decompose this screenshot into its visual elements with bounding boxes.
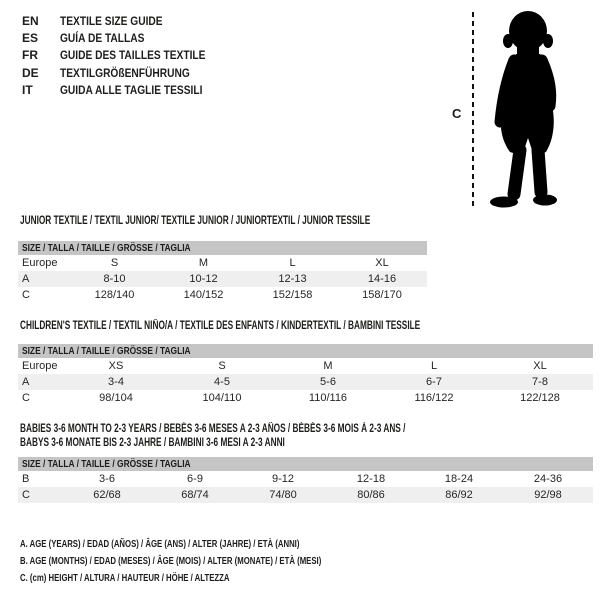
language-code: ES [22, 31, 39, 46]
children-table-section [18, 344, 593, 406]
table-cell: 7-8 [532, 376, 548, 388]
table-row [18, 390, 593, 406]
language-code: IT [22, 83, 33, 98]
children-section-title: CHILDREN'S TEXTILE / TEXTIL NIÑO/A / TEXTILE DES ENFANTS / KINDERTEXTIL / BAMBINI TESSILE [20, 320, 421, 332]
language-code: FR [22, 48, 38, 63]
table-cell: 62/68 [93, 489, 121, 501]
table-cell: M [323, 360, 333, 372]
table-cell: 6-7 [426, 376, 442, 388]
footnotes [20, 536, 427, 586]
table-cell: 80/86 [357, 489, 385, 501]
row-label: A [22, 376, 30, 388]
size-band-label: SIZE / TALLA / TAILLE / GRÖSSE / TAGLIA [22, 242, 191, 254]
babies-section-title [20, 423, 405, 450]
table-row [18, 358, 593, 374]
table-cell: 14-16 [367, 273, 397, 285]
table-row [18, 271, 427, 287]
table-cell: 122/128 [520, 392, 560, 404]
language-row [22, 82, 231, 99]
table-cell: 98/104 [99, 392, 133, 404]
size-band [18, 457, 593, 471]
junior-size-table [18, 255, 427, 303]
language-title: TEXTILE SIZE GUIDE [60, 13, 163, 28]
language-row [22, 47, 231, 64]
table-cell: S [218, 360, 226, 372]
table-cell: 104/110 [202, 392, 242, 404]
table-cell: 140/152 [183, 289, 224, 301]
table-cell: 3-4 [108, 376, 124, 388]
babies-title-line1: BABIES 3-6 MONTH TO 2-3 YEARS / BEBÉS 3-6 MESES A 2-3 AÑOS / BÉBÉS 3-6 MOIS À 2-3 ANS / [20, 423, 406, 435]
table-cell: 128/140 [94, 289, 135, 301]
size-band-label: SIZE / TALLA / TAILLE / GRÖSSE / TAGLIA [22, 458, 191, 470]
junior-table-section [18, 241, 427, 303]
language-title: GUÍA DE TALLAS [60, 31, 145, 46]
table-cell: 5-6 [320, 376, 336, 388]
table-cell: 152/158 [272, 289, 313, 301]
language-row [22, 12, 231, 29]
table-row [18, 471, 593, 487]
size-band [18, 241, 427, 255]
footnote-a: A. AGE (YEARS) / EDAD (AÑOS) / ÂGE (ANS) / ALTER (JAHRE) / ETÀ (ANNI) [20, 538, 300, 551]
table-cell: S [110, 257, 119, 269]
table-cell: 9-12 [271, 473, 295, 485]
table-cell: 6-9 [187, 473, 203, 485]
language-code: DE [22, 65, 39, 80]
table-cell: 10-12 [189, 273, 218, 285]
table-row [18, 487, 593, 503]
toddler-silhouette-figure [440, 4, 590, 216]
row-label: Europe [22, 360, 58, 372]
table-cell: 8-10 [103, 273, 126, 285]
row-label: C [22, 489, 30, 501]
table-cell: XL [375, 257, 389, 269]
language-row [22, 29, 231, 46]
table-cell: M [198, 257, 209, 269]
table-cell: 86/92 [445, 489, 473, 501]
table-cell: 4-5 [214, 376, 230, 388]
table-cell: 3-6 [99, 473, 115, 485]
row-label: B [22, 473, 30, 485]
language-title: GUIDA ALLE TAGLIE TESSILI [60, 83, 203, 98]
table-cell: 68/74 [181, 489, 209, 501]
language-title: TEXTILGRÖßENFÜHRUNG [60, 65, 190, 80]
table-cell: 24-36 [533, 473, 563, 485]
table-cell: XS [108, 360, 124, 372]
language-header [22, 12, 231, 99]
babies-title-line2: BABYS 3-6 MONATE BIS 2-3 JAHRE / BAMBINI 3-6 MESI A 2-3 ANNI [20, 436, 285, 449]
table-cell: 74/80 [269, 489, 297, 501]
table-cell: 110/116 [308, 392, 348, 404]
babies-table-section [18, 457, 593, 503]
table-cell: 18-24 [444, 473, 474, 485]
table-cell: L [430, 360, 438, 372]
row-label: C [22, 289, 30, 301]
babies-size-table [18, 471, 593, 503]
row-label: C [22, 392, 30, 404]
row-label: Europe [22, 257, 58, 269]
children-size-table [18, 358, 593, 406]
junior-section-title: JUNIOR TEXTILE / TEXTIL JUNIOR/ TEXTILE JUNIOR / JUNIORTEXTIL / JUNIOR TESSILE [20, 215, 371, 227]
height-measure-label: C [452, 106, 462, 121]
size-band-label: SIZE / TALLA / TAILLE / GRÖSSE / TAGLIA [22, 345, 191, 357]
table-row [18, 287, 427, 303]
toddler-silhouette-icon [490, 11, 557, 208]
table-cell: 12-18 [356, 473, 386, 485]
table-cell: XL [533, 360, 547, 372]
language-row [22, 64, 231, 81]
table-cell: 92/98 [534, 489, 562, 501]
footnote-b: B. AGE (MONTHS) / EDAD (MESES) / ÂGE (MOIS) / ALTER (MONATE) / ETÀ (MESI) [20, 555, 322, 568]
footnote-c: C. (cm) HEIGHT / ALTURA / HAUTEUR / HÖHE / ALTEZZA [20, 571, 230, 584]
table-cell: 12-13 [278, 273, 307, 285]
table-cell: L [289, 257, 296, 269]
row-label: A [22, 273, 30, 285]
language-title: GUIDE DES TAILLES TEXTILE [60, 48, 206, 63]
language-code: EN [22, 13, 39, 28]
size-band [18, 344, 593, 358]
table-cell: 158/170 [362, 289, 402, 301]
table-row [18, 374, 593, 390]
table-cell: 116/122 [414, 392, 454, 404]
table-row [18, 255, 427, 271]
